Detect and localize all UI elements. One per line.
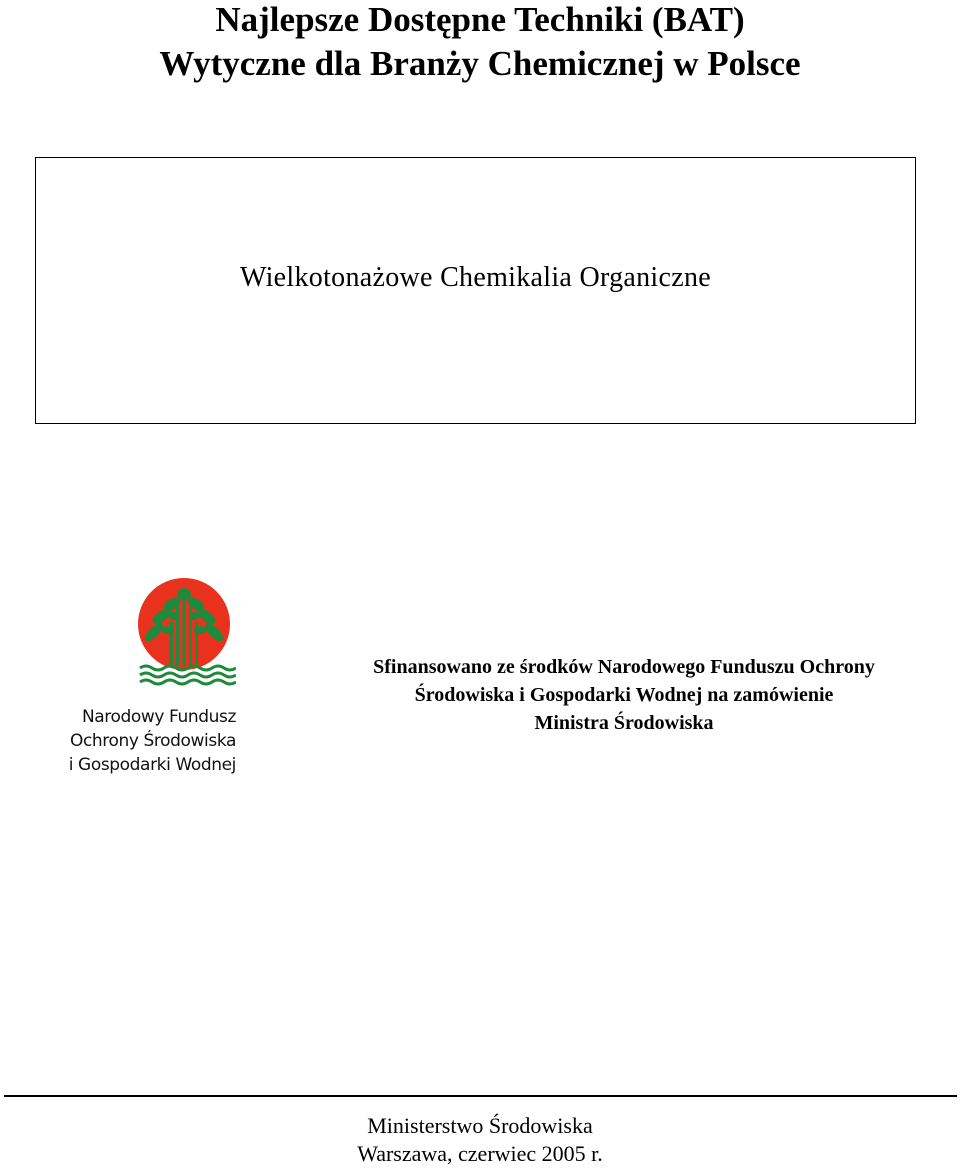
logo-caption-line-1: Narodowy Fundusz <box>81 707 236 727</box>
subject-box <box>35 157 916 424</box>
funding-statement <box>300 653 948 737</box>
footer-publisher: Ministerstwo Środowiska <box>367 1113 593 1138</box>
logo-caption-line-3: i Gospodarki Wodnej <box>68 755 236 775</box>
document-title-line-2: Wytyczne dla Branży Chemicznej w Polsce <box>159 44 801 83</box>
funding-line-3: Ministra Środowiska <box>534 712 714 734</box>
footer-place-date: Warszawa, czerwiec 2005 r. <box>357 1141 603 1166</box>
funding-line-2: Środowiska i Gospodarki Wodnej na zamówienie <box>414 684 834 706</box>
subject-title: Wielkotonażowe Chemikalia Organiczne <box>240 262 711 293</box>
funding-line-1: Sfinansowano ze środków Narodowego Funduszu Ochrony <box>373 656 875 678</box>
document-title-line-1: Najlepsze Dostępne Techniki (BAT) <box>215 0 745 39</box>
footer-divider <box>4 1095 957 1097</box>
logo-caption-line-2: Ochrony Środowiska <box>69 731 236 751</box>
logo-caption <box>36 705 236 777</box>
tree-sun-logo-icon <box>136 572 236 692</box>
nfosigw-logo <box>36 572 236 784</box>
logo-water <box>140 666 236 684</box>
